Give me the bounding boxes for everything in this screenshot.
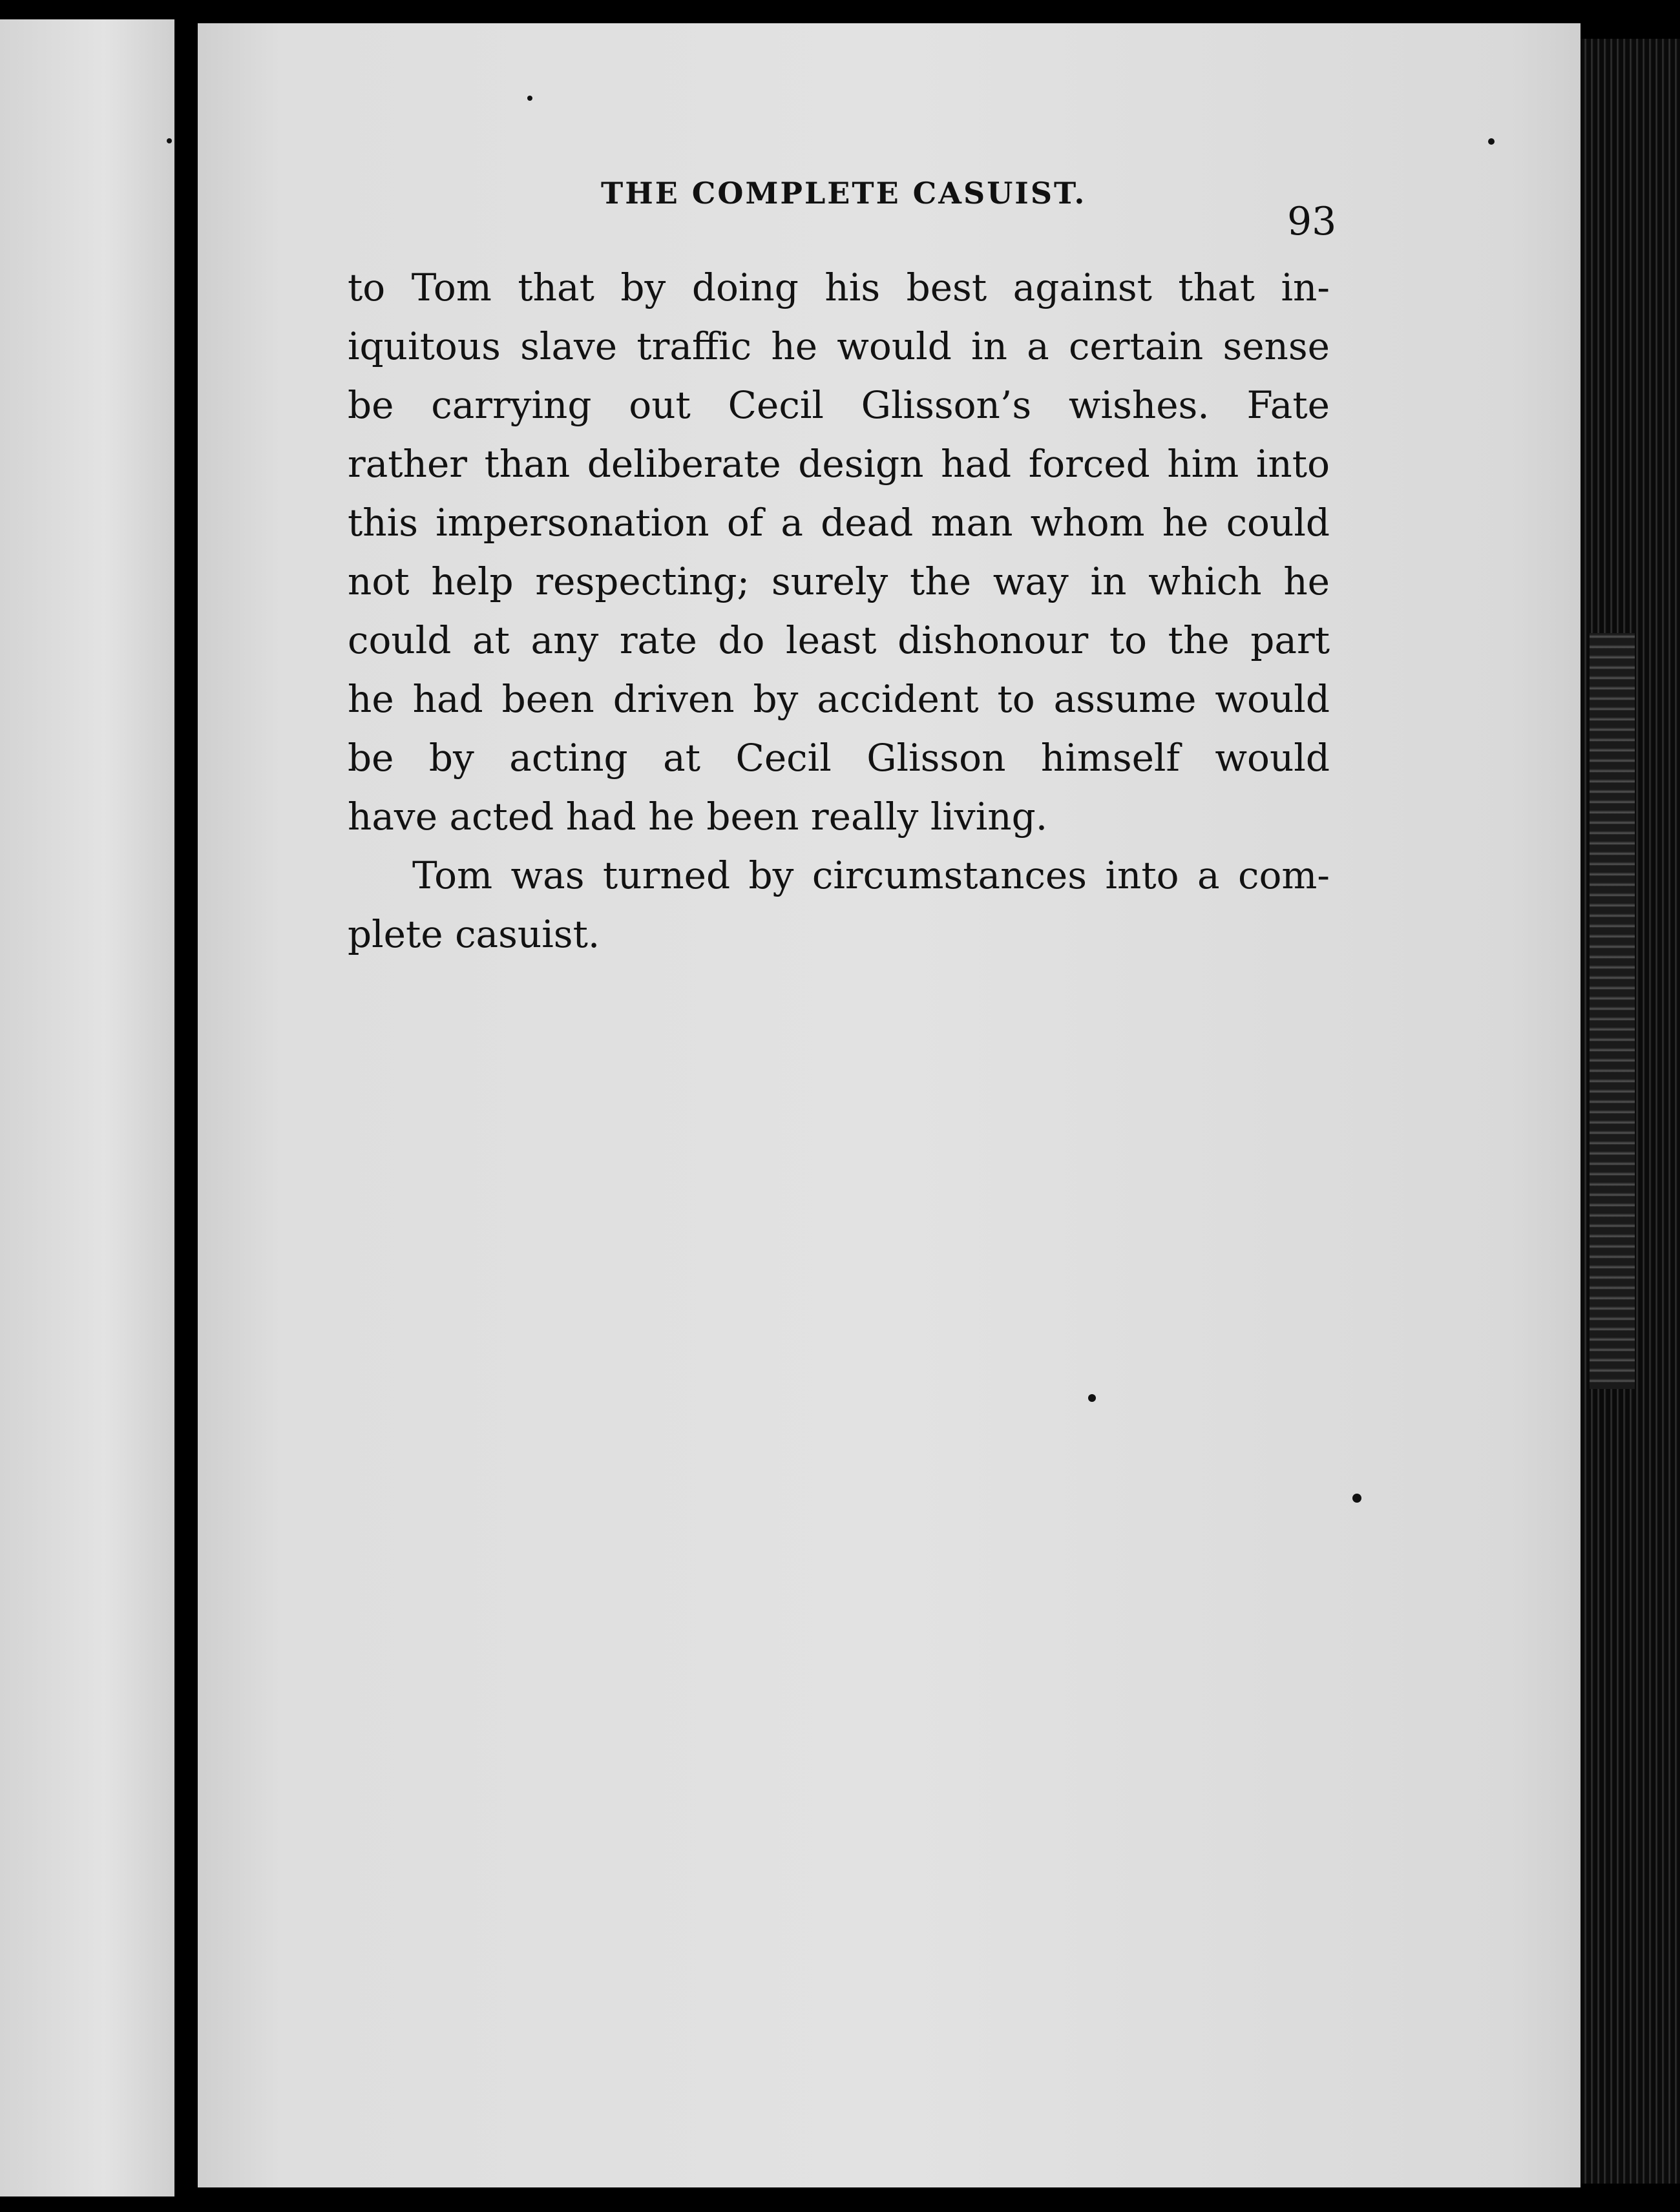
- text-line: he had been driven by accident to assume would: [348, 677, 1330, 721]
- text-line: could at any rate do least dishonour to the part: [348, 618, 1330, 662]
- page-gutter: [176, 26, 198, 2184]
- text-line: rather than deliberate design had forced him into: [348, 442, 1330, 486]
- text-line: Tom was turned by circumstances into a com-: [412, 853, 1330, 897]
- text-line: plete casuist.: [348, 912, 600, 956]
- paragraph: [348, 258, 1330, 846]
- scan-speck: [1352, 1494, 1361, 1503]
- text-line: not help respecting; surely the way in which he: [348, 559, 1330, 603]
- scan-speck: [1088, 1394, 1096, 1402]
- text-line: be carrying out Cecil Glisson’s wishes. Fate: [348, 383, 1330, 427]
- running-head: THE COMPLETE CASUIST.: [601, 176, 1087, 211]
- text-line: be by acting at Cecil Glisson himself would: [348, 736, 1330, 780]
- spine-label-edge: [1590, 633, 1635, 1389]
- text-line: to Tom that by doing his best against that in-: [348, 266, 1330, 309]
- text-line: iquitous slave traffic he would in a certain sense: [348, 324, 1330, 368]
- paragraph: [348, 846, 1330, 964]
- scan-speck: [167, 138, 172, 143]
- facing-page-edge: [0, 19, 174, 2196]
- scan-speck: [1488, 138, 1495, 145]
- text-line: have acted had he been really living.: [348, 795, 1048, 839]
- page-number: 93: [1287, 199, 1337, 244]
- scan-speck: [527, 96, 532, 101]
- text-line: this impersonation of a dead man whom he could: [348, 501, 1330, 545]
- body-text: [348, 258, 1330, 964]
